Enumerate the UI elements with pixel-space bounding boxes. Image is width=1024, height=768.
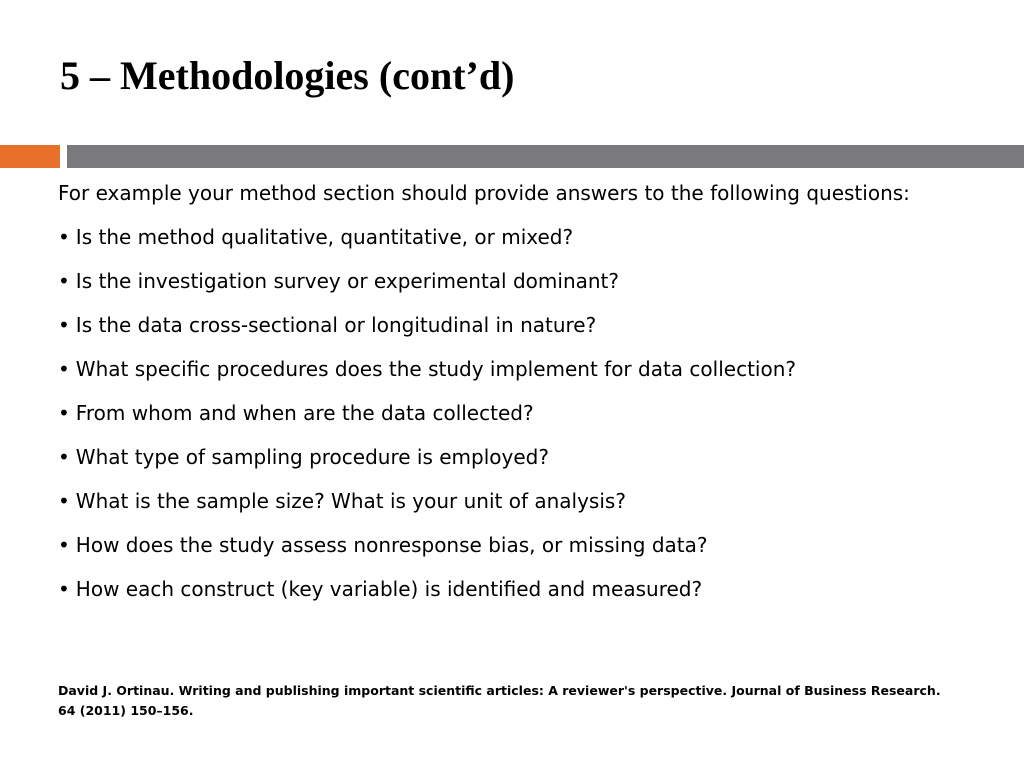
question-list — [58, 221, 963, 606]
bullet-icon: • — [58, 445, 70, 469]
list-item — [58, 221, 963, 254]
bullet-text: Is the data cross-sectional or longitudinal in nature? — [75, 313, 597, 337]
bullet-text: What is the sample size? What is your unit of analysis? — [75, 489, 626, 513]
list-item — [58, 309, 963, 342]
bullet-icon: • — [58, 313, 70, 337]
bullet-icon: • — [58, 489, 70, 513]
bullet-text: What type of sampling procedure is employed? — [75, 445, 549, 469]
list-item — [58, 397, 963, 430]
bullet-icon: • — [58, 225, 70, 249]
citation-line: David J. Ortinau. Writing and publishing important scientific articles: A reviewer's perspective. Journal of Business Research. — [58, 683, 941, 698]
citation-line: 64 (2011) 150–156. — [58, 703, 194, 718]
slide-body — [58, 177, 963, 606]
list-item — [58, 265, 963, 298]
list-item — [58, 573, 963, 606]
bullet-icon: • — [58, 533, 70, 557]
bullet-text: How each construct (key variable) is identified and measured? — [75, 577, 703, 601]
list-item — [58, 353, 963, 386]
gray-divider-bar — [67, 145, 1024, 168]
citation — [58, 681, 963, 721]
list-item — [58, 529, 963, 562]
bullet-icon: • — [58, 577, 70, 601]
intro-text: For example your method section should provide answers to the following questions: — [58, 181, 910, 205]
bullet-text: Is the investigation survey or experimental dominant? — [75, 269, 620, 293]
list-item — [58, 485, 963, 518]
bullet-text: From whom and when are the data collected? — [75, 401, 534, 425]
orange-accent-bar — [0, 145, 60, 168]
bullet-icon: • — [58, 401, 70, 425]
bullet-text: What specific procedures does the study implement for data collection? — [75, 357, 796, 381]
list-item — [58, 441, 963, 474]
bullet-icon: • — [58, 357, 70, 381]
slide-title: 5 – Methodologies (cont’d) — [60, 53, 515, 98]
bullet-text: How does the study assess nonresponse bias, or missing data? — [75, 533, 708, 557]
bullet-icon: • — [58, 269, 70, 293]
bullet-text: Is the method qualitative, quantitative, or mixed? — [75, 225, 574, 249]
